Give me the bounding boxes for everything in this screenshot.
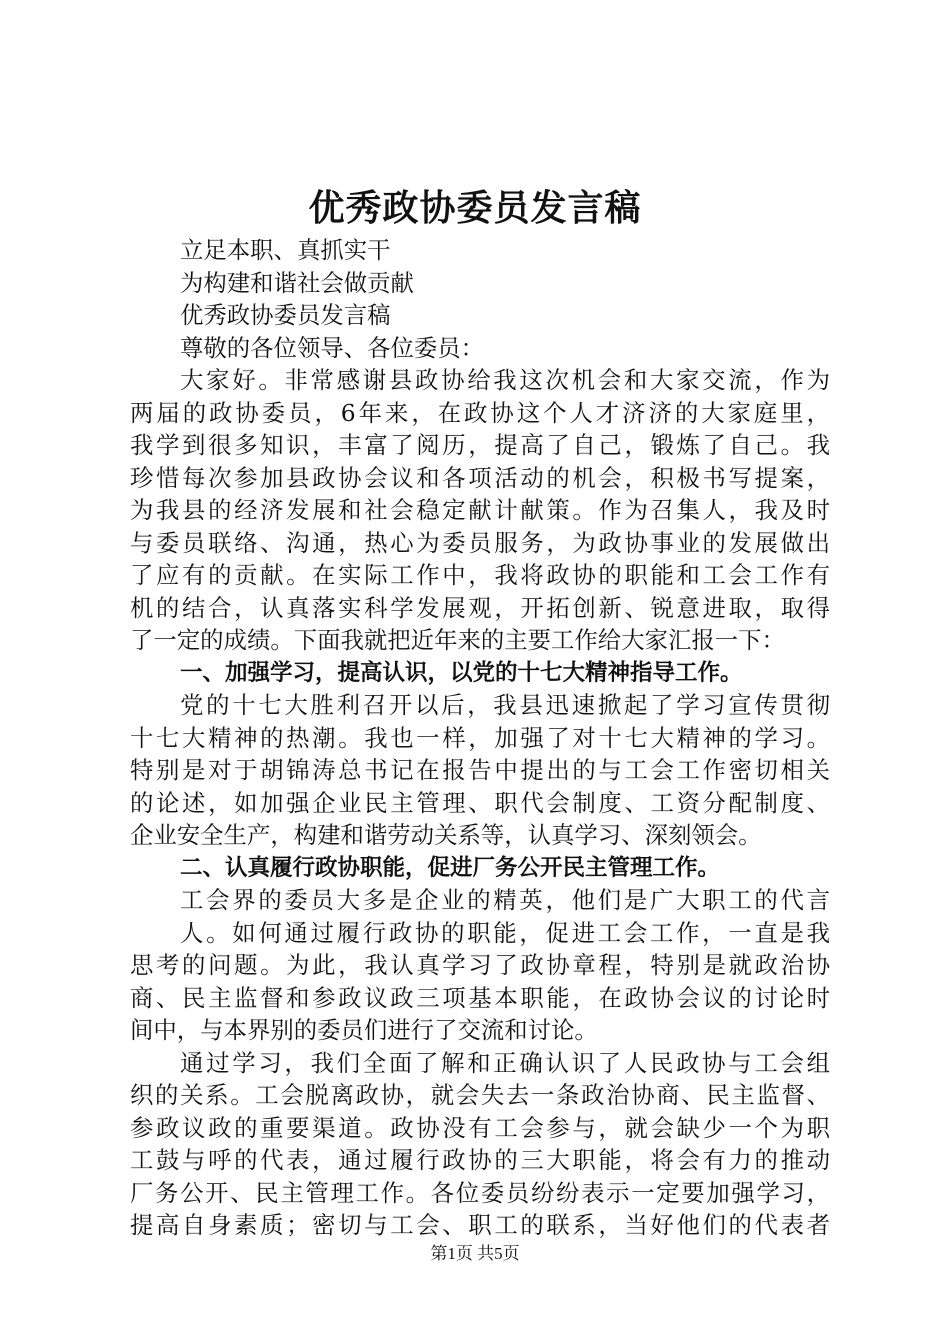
text-line: 为构建和谐社会做贡献 (180, 268, 414, 297)
text-line: 与委员联络、沟通，热心为委员服务，为政协事业的发展做出 (130, 528, 830, 557)
text-line: 提高自身素质；密切与工会、职工的联系，当好他们的代表者 (130, 1211, 830, 1239)
text-line: 工会界的委员大多是企业的精英，他们是广大职工的代言 (180, 886, 830, 914)
text-line: 思考的问题。为此，我认真学习了政协章程，特别是就政治协 (130, 951, 830, 979)
text-line: 工鼓与呼的代表，通过履行政协的三大职能，将会有力的推动 (130, 1146, 830, 1174)
text-line: 间中，与本界别的委员们进行了交流和讨论。 (130, 1016, 598, 1044)
text-line: 特别是对于胡锦涛总书记在报告中提出的与工会工作密切相关 (130, 756, 830, 784)
text-line: 大家好。非常感谢县政协给我这次机会和大家交流，作为 (180, 366, 830, 394)
section-heading: 二、认真履行政协职能，促进厂务公开民主管理工作。 (180, 854, 721, 881)
text-line: 了一定的成绩。下面我就把近年来的主要工作给大家汇报一下： (130, 626, 785, 654)
text-line: 厂务公开、民主管理工作。各位委员纷纷表示一定要加强学习， (130, 1178, 830, 1207)
document-body (130, 234, 830, 1242)
text-line: 商、民主监督和参政议政三项基本职能，在政协会议的讨论时 (130, 983, 830, 1012)
text-line: 珍惜每次参加县政协会议和各项活动的机会，积极书写提案， (130, 463, 830, 492)
text-line: 尊敬的各位领导、各位委员： (180, 333, 485, 362)
text-line: 人。如何通过履行政协的职能，促进工会工作，一直是我 (180, 918, 830, 947)
section-heading: 一、加强学习，提高认识，以党的十七大精神指导工作。 (180, 659, 743, 686)
text-line: 十七大精神的热潮。我也一样，加强了对十七大精神的学习。 (130, 723, 830, 752)
text-line: 参政议政的重要渠道。政协没有工会参与，就会缺少一个为职 (130, 1113, 830, 1142)
text-line: 为我县的经济发展和社会稳定献计献策。作为召集人，我及时 (130, 496, 830, 524)
text-line: 立足本职、真抓实干 (180, 236, 391, 264)
text-line: 机的结合，认真落实科学发展观，开拓创新、锐意进取，取得 (130, 593, 830, 622)
text-line: 的论述，如加强企业民主管理、职代会制度、工资分配制度、 (130, 788, 830, 817)
page-footer: 第1页 共5页 (430, 1244, 520, 1263)
text-line: 企业安全生产，构建和谐劳动关系等，认真学习、深刻领会。 (130, 821, 762, 849)
text-line: 了应有的贡献。在实际工作中，我将政协的职能和工会工作有 (130, 561, 830, 589)
text-line: 党的十七大胜利召开以后，我县迅速掀起了学习宣传贯彻 (180, 691, 830, 719)
document-title: 优秀政协委员发言稿 (308, 187, 642, 229)
text-line: 通过学习，我们全面了解和正确认识了人民政协与工会组 (180, 1048, 830, 1077)
text-line: 我学到很多知识，丰富了阅历，提高了自己，锻炼了自己。我 (130, 431, 830, 459)
text-line: 优秀政协委员发言稿 (180, 301, 391, 329)
text-line: 织的关系。工会脱离政协，就会失去一条政治协商、民主监督、 (130, 1081, 830, 1109)
text-line: 两届的政协委员，6年来，在政协这个人才济济的大家庭里， (130, 398, 830, 427)
